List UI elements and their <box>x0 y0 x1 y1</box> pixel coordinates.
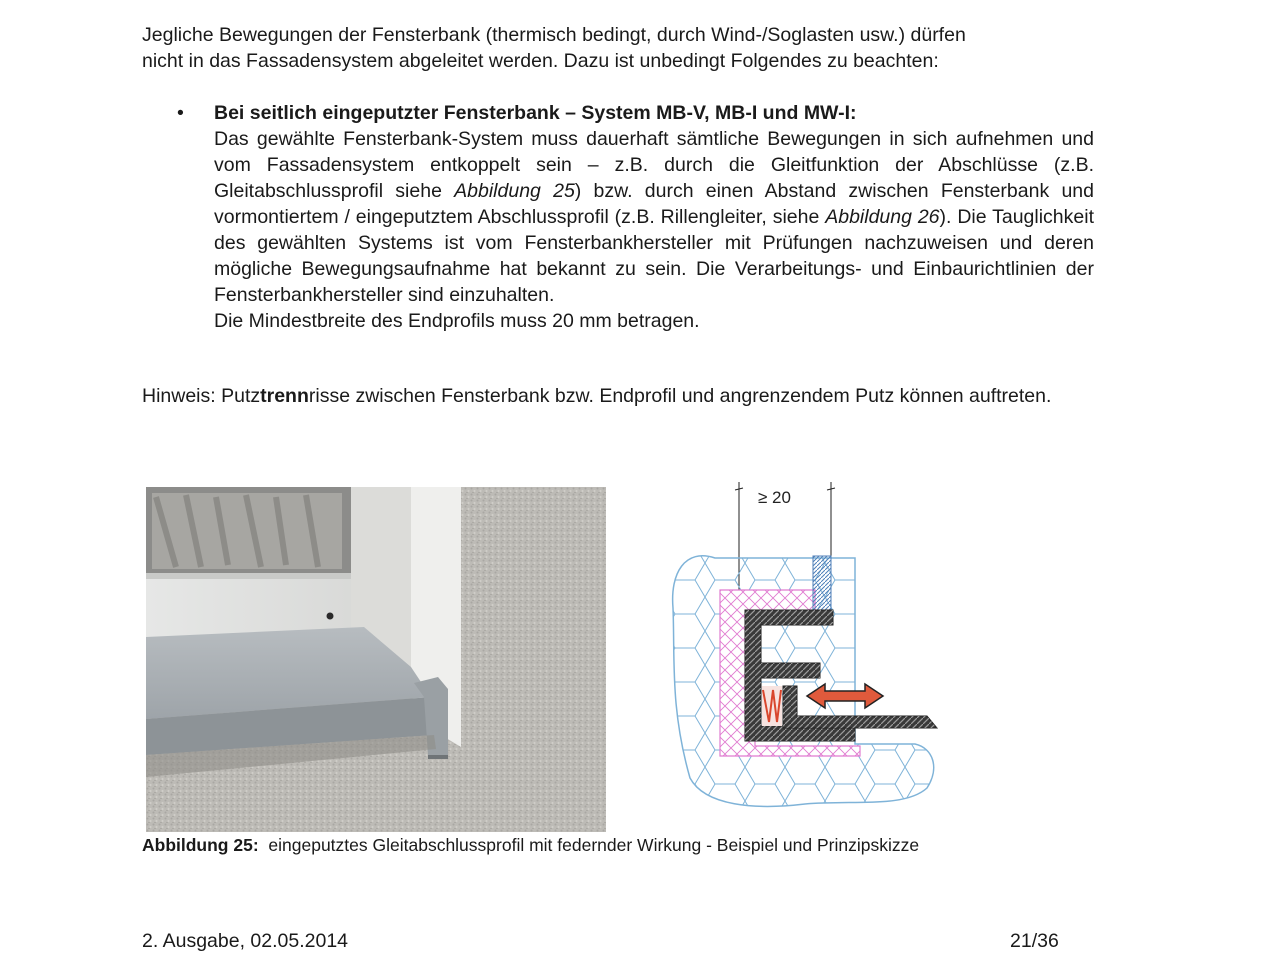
footer-edition: 2. Ausgabe, 02.05.2014 <box>142 930 349 952</box>
footer-page-number: 21/36 <box>1010 930 1059 952</box>
bullet-marker: • <box>177 102 184 124</box>
figure-reference-26: Abbildung 26 <box>825 206 940 228</box>
note-suffix: risse zwischen Fensterbank bzw. Endprofil und angrenzendem Putz können auftreten. <box>308 385 1052 407</box>
note-bold: trenn <box>260 385 309 407</box>
caption-label: Abbildung 25: <box>142 835 259 855</box>
bullet-heading: Bei seitlich eingeputzter Fensterbank – System MB-V, MB-I und MW-I: <box>214 102 857 124</box>
bullet-item <box>214 100 1094 334</box>
windowsill-photo <box>146 487 606 832</box>
bullet-body-part-2: ) bzw. durch einen Abstand zwischen Fensterbank und vormontiertem / eingeputztem Abschlussprofil (z.B. Rillengleiter, siehe <box>214 180 1094 228</box>
intro-line-1: Jegliche Bewegungen der Fensterbank (thermisch bedingt, durch Wind-/Soglasten usw.) dürfen <box>142 24 966 46</box>
figure-reference-25: Abbildung 25 <box>454 180 575 202</box>
figure-caption <box>142 834 919 856</box>
note-paragraph <box>142 383 1094 409</box>
bullet-body-part-3: ). Die Tauglichkeit des gewählten Systems ist vom Fensterbankhersteller mit Prüfungen nachzuweisen und deren mögliche Bewegungsaufnahme hat bekannt zu sein. Die Verarbeitungs- und Einbaurichtlinien der Fensterbankhersteller sind einzuhalten. <box>214 206 1094 306</box>
intro-line-2: nicht in das Fassadensystem abgeleitet werden. Dazu ist unbedingt Folgendes zu beachten: <box>142 50 939 72</box>
caption-text: eingeputztes Gleitabschlussprofil mit federnder Wirkung - Beispiel und Prinzipskizze <box>268 835 920 855</box>
principle-sketch <box>665 478 945 810</box>
bullet-body-part-1: Das gewählte Fensterbank-System muss dauerhaft sämtliche Bewegungen in sich aufnehmen und vom Fassadensystem entkoppelt sein – z.B. durch die Gleitfunktion der Abschlüsse (z.B. Gleitabschlussprofil siehe <box>214 128 1094 202</box>
note-prefix: Hinweis: Putz <box>142 385 261 407</box>
dimension-label: ≥ 20 <box>758 488 791 507</box>
bullet-last-line: Die Mindestbreite des Endprofils muss 20 mm betragen. <box>214 310 700 332</box>
bullet-body <box>214 126 1094 308</box>
intro-paragraph <box>142 22 1094 74</box>
